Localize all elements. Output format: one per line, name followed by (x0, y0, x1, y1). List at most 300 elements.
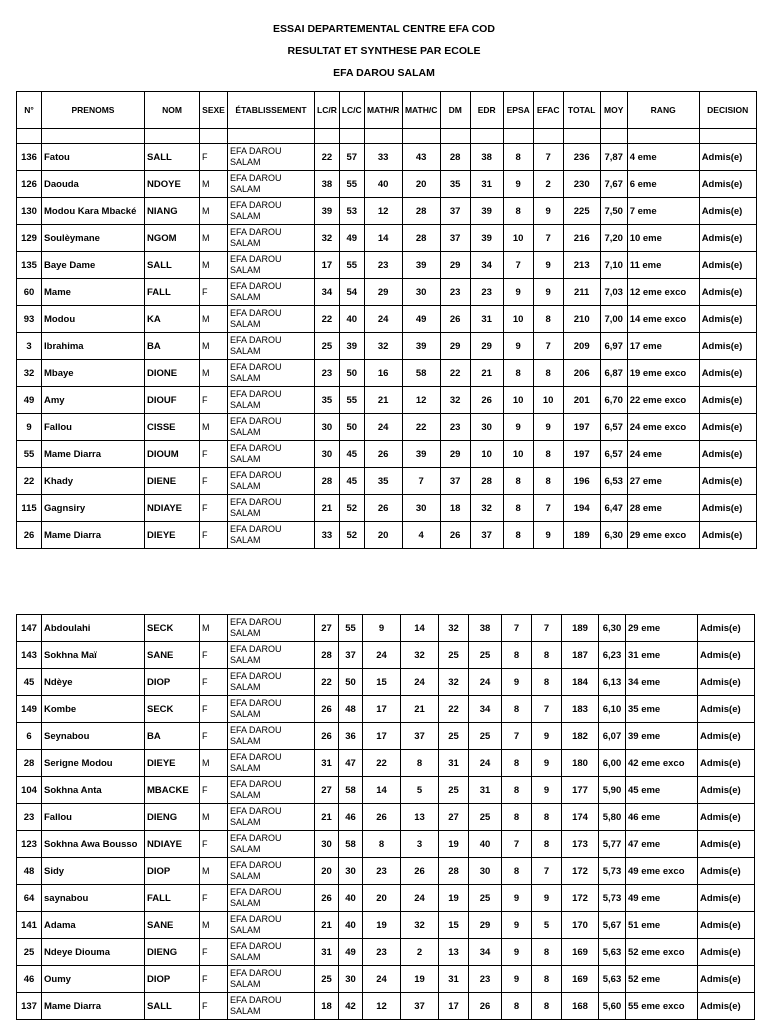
cell-edr: 23 (469, 966, 502, 993)
cell-etablissement: EFA DAROU SALAM (228, 912, 315, 939)
table-row (17, 198, 757, 225)
cell-nom: DIEYE (145, 750, 200, 777)
cell-nom: DIONE (145, 360, 200, 387)
document-header (0, 18, 768, 84)
cell-total: 197 (563, 414, 600, 441)
cell-epsa: 8 (502, 642, 532, 669)
cell-moy: 7,87 (600, 144, 627, 171)
cell-nom: FALL (145, 279, 200, 306)
cell-math-r: 21 (364, 387, 402, 414)
cell-moy: 6,00 (599, 750, 626, 777)
cell-rang: 52 eme (626, 966, 698, 993)
cell-decision: Admis(e) (698, 939, 755, 966)
cell-math-c: 7 (402, 468, 440, 495)
cell-lc-r: 25 (315, 966, 339, 993)
cell-lc-c: 50 (339, 414, 364, 441)
cell-math-c: 28 (402, 198, 440, 225)
header-cell: PRENOMS (42, 92, 145, 129)
cell-epsa: 9 (502, 912, 532, 939)
cell-rang: 6 eme (627, 171, 699, 198)
cell-etablissement: EFA DAROU SALAM (228, 669, 315, 696)
cell-num: 45 (17, 669, 42, 696)
cell-num: 143 (17, 642, 42, 669)
cell-lc-c: 49 (339, 225, 364, 252)
cell-num: 149 (17, 696, 42, 723)
cell-math-c: 2 (401, 939, 439, 966)
cell-num: 126 (17, 171, 42, 198)
cell-decision: Admis(e) (698, 750, 755, 777)
cell-epsa: 8 (502, 696, 532, 723)
cell-sexe: F (200, 831, 228, 858)
cell-efac: 9 (532, 723, 562, 750)
table-row (17, 912, 755, 939)
cell-rang: 45 eme (626, 777, 698, 804)
cell-math-c: 28 (402, 225, 440, 252)
cell-etablissement: EFA DAROU SALAM (228, 615, 315, 642)
cell-rang: 28 eme (627, 495, 699, 522)
table-row (17, 225, 757, 252)
cell-math-c: 30 (402, 495, 440, 522)
table-row (17, 993, 755, 1020)
cell-epsa: 9 (502, 885, 532, 912)
cell-epsa: 9 (502, 939, 532, 966)
cell-efac: 7 (532, 615, 562, 642)
cell-decision: Admis(e) (698, 993, 755, 1020)
cell-prenom: Mame Diarra (42, 522, 145, 549)
cell-lc-r: 28 (315, 642, 339, 669)
cell-edr: 37 (470, 522, 503, 549)
cell-decision: Admis(e) (698, 831, 755, 858)
header-cell: LC/C (339, 92, 364, 129)
cell-math-r: 33 (364, 144, 402, 171)
cell-epsa: 10 (503, 225, 533, 252)
cell-math-c: 19 (401, 966, 439, 993)
cell-sexe: F (200, 441, 228, 468)
cell-efac: 9 (533, 522, 563, 549)
cell-math-r: 40 (364, 171, 402, 198)
cell-efac: 8 (532, 642, 562, 669)
cell-num: 60 (17, 279, 42, 306)
cell-edr: 30 (470, 414, 503, 441)
cell-rang: 49 eme exco (626, 858, 698, 885)
cell-lc-r: 21 (315, 912, 339, 939)
cell-etablissement: EFA DAROU SALAM (228, 777, 315, 804)
cell-decision: Admis(e) (698, 912, 755, 939)
cell-decision: Admis(e) (699, 387, 756, 414)
cell-lc-c: 40 (339, 885, 363, 912)
cell-epsa: 8 (502, 993, 532, 1020)
table-row (17, 144, 757, 171)
cell-lc-c: 58 (339, 831, 363, 858)
cell-math-r: 24 (363, 966, 401, 993)
cell-moy: 7,10 (600, 252, 627, 279)
cell-total: 213 (563, 252, 600, 279)
cell-nom: CISSE (145, 414, 200, 441)
cell-lc-r: 21 (315, 804, 339, 831)
cell-math-r: 12 (364, 198, 402, 225)
cell-lc-r: 27 (315, 777, 339, 804)
cell-math-r: 16 (364, 360, 402, 387)
cell-rang: 12 eme exco (627, 279, 699, 306)
cell-rang: 14 eme exco (627, 306, 699, 333)
header-cell: MATH/R (364, 92, 402, 129)
cell-moy: 6,23 (599, 642, 626, 669)
cell-epsa: 7 (502, 723, 532, 750)
cell-math-r: 22 (363, 750, 401, 777)
cell-lc-c: 54 (339, 279, 364, 306)
cell-dm: 19 (439, 885, 469, 912)
cell-efac: 9 (532, 885, 562, 912)
cell-lc-c: 46 (339, 804, 363, 831)
cell-edr: 24 (469, 669, 502, 696)
cell-lc-r: 28 (315, 468, 340, 495)
cell-decision: Admis(e) (698, 723, 755, 750)
cell-sexe: M (200, 225, 228, 252)
cell-epsa: 9 (502, 966, 532, 993)
cell-edr: 29 (470, 333, 503, 360)
table-row (17, 615, 755, 642)
cell-decision: Admis(e) (699, 360, 756, 387)
cell-math-c: 5 (401, 777, 439, 804)
cell-total: 183 (562, 696, 599, 723)
cell-moy: 7,03 (600, 279, 627, 306)
cell-total: 177 (562, 777, 599, 804)
cell-lc-c: 40 (339, 306, 364, 333)
cell-edr: 28 (470, 468, 503, 495)
table-row (17, 723, 755, 750)
cell-decision: Admis(e) (698, 858, 755, 885)
cell-moy: 5,80 (599, 804, 626, 831)
cell-rang: 35 eme (626, 696, 698, 723)
cell-sexe: F (200, 522, 228, 549)
cell-dm: 23 (440, 414, 470, 441)
cell-num: 64 (17, 885, 42, 912)
cell-epsa: 8 (502, 804, 532, 831)
cell-dm: 19 (439, 831, 469, 858)
cell-lc-c: 37 (339, 642, 363, 669)
cell-rang: 22 eme exco (627, 387, 699, 414)
cell-math-r: 9 (363, 615, 401, 642)
cell-lc-c: 52 (339, 495, 364, 522)
cell-rang: 19 eme exco (627, 360, 699, 387)
table-row (17, 642, 755, 669)
table-body-top (17, 129, 757, 549)
cell-sexe: F (200, 993, 228, 1020)
cell-math-c: 24 (401, 669, 439, 696)
results-table-bottom (16, 614, 755, 1020)
cell-epsa: 9 (503, 171, 533, 198)
cell-efac: 9 (533, 279, 563, 306)
cell-nom: SECK (145, 696, 200, 723)
cell-rang: 7 eme (627, 198, 699, 225)
cell-lc-c: 55 (339, 252, 364, 279)
cell-lc-r: 22 (315, 144, 340, 171)
cell-epsa: 8 (503, 360, 533, 387)
cell-edr: 25 (469, 885, 502, 912)
cell-lc-c: 42 (339, 993, 363, 1020)
table-row (17, 966, 755, 993)
cell-nom: SECK (145, 615, 200, 642)
cell-efac: 8 (533, 306, 563, 333)
cell-etablissement: EFA DAROU SALAM (228, 279, 315, 306)
cell-dm: 26 (440, 306, 470, 333)
cell-decision: Admis(e) (699, 468, 756, 495)
cell-sexe: F (200, 495, 228, 522)
cell-rang: 39 eme (626, 723, 698, 750)
cell-nom: KA (145, 306, 200, 333)
cell-total: 197 (563, 441, 600, 468)
table-row (17, 252, 757, 279)
cell-dm: 28 (440, 144, 470, 171)
cell-sexe: M (200, 333, 228, 360)
cell-edr: 25 (469, 642, 502, 669)
cell-efac: 8 (532, 966, 562, 993)
cell-sexe: F (200, 885, 228, 912)
cell-lc-c: 45 (339, 441, 364, 468)
cell-decision: Admis(e) (699, 495, 756, 522)
cell-num: 130 (17, 198, 42, 225)
cell-prenom: Abdoulahi (42, 615, 145, 642)
cell-dm: 28 (439, 858, 469, 885)
cell-edr: 34 (469, 696, 502, 723)
cell-math-r: 35 (364, 468, 402, 495)
cell-math-r: 15 (363, 669, 401, 696)
cell-etablissement: EFA DAROU SALAM (228, 252, 315, 279)
cell-num: 22 (17, 468, 42, 495)
cell-num: 26 (17, 522, 42, 549)
cell-etablissement: EFA DAROU SALAM (228, 831, 315, 858)
cell-moy: 6,10 (599, 696, 626, 723)
cell-etablissement: EFA DAROU SALAM (228, 723, 315, 750)
table-body-bottom (17, 615, 755, 1020)
cell-lc-r: 35 (315, 387, 340, 414)
cell-moy: 5,63 (599, 939, 626, 966)
cell-prenom: Oumy (42, 966, 145, 993)
cell-prenom: Ndeye Diouma (42, 939, 145, 966)
cell-edr: 25 (469, 723, 502, 750)
cell-prenom: Khady (42, 468, 145, 495)
cell-math-r: 20 (363, 885, 401, 912)
cell-lc-r: 26 (315, 696, 339, 723)
cell-lc-r: 23 (315, 360, 340, 387)
cell-prenom: saynabou (42, 885, 145, 912)
cell-total: 196 (563, 468, 600, 495)
cell-total: 209 (563, 333, 600, 360)
cell-epsa: 10 (503, 306, 533, 333)
cell-efac: 8 (533, 468, 563, 495)
cell-prenom: Soulèymane (42, 225, 145, 252)
cell-dm: 25 (439, 723, 469, 750)
cell-dm: 27 (439, 804, 469, 831)
cell-efac: 9 (533, 414, 563, 441)
cell-etablissement: EFA DAROU SALAM (228, 225, 315, 252)
cell-efac: 8 (532, 669, 562, 696)
cell-etablissement: EFA DAROU SALAM (228, 993, 315, 1020)
cell-sexe: F (200, 777, 228, 804)
table-row (17, 387, 757, 414)
cell-dm: 13 (439, 939, 469, 966)
cell-edr: 30 (469, 858, 502, 885)
cell-rang: 55 eme exco (626, 993, 698, 1020)
cell-lc-c: 30 (339, 858, 363, 885)
cell-prenom: Mame Diarra (42, 993, 145, 1020)
cell-moy: 6,70 (600, 387, 627, 414)
cell-lc-r: 39 (315, 198, 340, 225)
cell-epsa: 8 (503, 495, 533, 522)
cell-math-r: 17 (363, 723, 401, 750)
cell-lc-r: 31 (315, 939, 339, 966)
cell-math-r: 24 (364, 414, 402, 441)
cell-dm: 32 (439, 615, 469, 642)
cell-lc-r: 21 (315, 495, 340, 522)
exam-title: ESSAI DEPARTEMENTAL CENTRE EFA COD (273, 23, 495, 35)
cell-edr: 32 (470, 495, 503, 522)
cell-total: 194 (563, 495, 600, 522)
cell-moy: 5,90 (599, 777, 626, 804)
cell-sexe: F (200, 939, 228, 966)
cell-moy: 6,30 (600, 522, 627, 549)
header-cell: ÉTABLISSEMENT (228, 92, 315, 129)
cell-num: 123 (17, 831, 42, 858)
cell-efac: 8 (532, 993, 562, 1020)
cell-epsa: 8 (503, 198, 533, 225)
cell-num: 9 (17, 414, 42, 441)
cell-etablissement: EFA DAROU SALAM (228, 858, 315, 885)
cell-etablissement: EFA DAROU SALAM (228, 642, 315, 669)
cell-sexe: F (200, 279, 228, 306)
cell-math-c: 39 (402, 252, 440, 279)
table-row (17, 939, 755, 966)
cell-edr: 31 (470, 306, 503, 333)
cell-math-r: 29 (364, 279, 402, 306)
cell-sexe: M (200, 804, 228, 831)
cell-lc-c: 53 (339, 198, 364, 225)
cell-rang: 47 eme (626, 831, 698, 858)
cell-math-r: 8 (363, 831, 401, 858)
cell-total: 201 (563, 387, 600, 414)
cell-prenom: Baye Dame (42, 252, 145, 279)
cell-sexe: M (200, 750, 228, 777)
cell-etablissement: EFA DAROU SALAM (228, 441, 315, 468)
cell-moy: 6,07 (599, 723, 626, 750)
header-cell: RANG (627, 92, 699, 129)
cell-lc-c: 58 (339, 777, 363, 804)
cell-sexe: F (200, 387, 228, 414)
cell-math-c: 49 (402, 306, 440, 333)
cell-epsa: 9 (502, 669, 532, 696)
cell-math-c: 39 (402, 333, 440, 360)
cell-epsa: 7 (503, 252, 533, 279)
cell-sexe: M (200, 171, 228, 198)
cell-epsa: 8 (502, 777, 532, 804)
cell-efac: 7 (532, 696, 562, 723)
cell-nom: DIEYE (145, 522, 200, 549)
cell-lc-c: 30 (339, 966, 363, 993)
header-cell: MATH/C (402, 92, 440, 129)
cell-efac: 7 (533, 225, 563, 252)
cell-sexe: F (200, 723, 228, 750)
cell-edr: 40 (469, 831, 502, 858)
cell-nom: DIOP (145, 966, 200, 993)
cell-total: 189 (563, 522, 600, 549)
cell-num: 136 (17, 144, 42, 171)
cell-epsa: 10 (503, 387, 533, 414)
cell-math-r: 14 (364, 225, 402, 252)
table-row (17, 885, 755, 912)
cell-edr: 29 (469, 912, 502, 939)
cell-dm: 29 (440, 441, 470, 468)
header-cell: MOY (600, 92, 627, 129)
cell-math-c: 32 (401, 642, 439, 669)
cell-decision: Admis(e) (699, 441, 756, 468)
cell-lc-c: 55 (339, 615, 363, 642)
cell-decision: Admis(e) (698, 642, 755, 669)
cell-lc-r: 20 (315, 858, 339, 885)
cell-num: 25 (17, 939, 42, 966)
cell-moy: 7,67 (600, 171, 627, 198)
cell-decision: Admis(e) (699, 414, 756, 441)
cell-sexe: M (200, 615, 228, 642)
cell-prenom: Gagnsiry (42, 495, 145, 522)
cell-edr: 31 (469, 777, 502, 804)
cell-etablissement: EFA DAROU SALAM (228, 468, 315, 495)
cell-lc-c: 52 (339, 522, 364, 549)
cell-efac: 8 (533, 441, 563, 468)
cell-rang: 4 eme (627, 144, 699, 171)
header-cell: SEXE (200, 92, 228, 129)
cell-moy: 7,20 (600, 225, 627, 252)
cell-lc-r: 22 (315, 669, 339, 696)
cell-nom: FALL (145, 885, 200, 912)
table-row (17, 279, 757, 306)
table-row (17, 495, 757, 522)
cell-nom: DIENE (145, 468, 200, 495)
cell-rang: 29 eme exco (627, 522, 699, 549)
cell-dm: 15 (439, 912, 469, 939)
cell-nom: SALL (145, 144, 200, 171)
table-row (17, 360, 757, 387)
cell-lc-r: 31 (315, 750, 339, 777)
cell-efac: 2 (533, 171, 563, 198)
cell-math-c: 3 (401, 831, 439, 858)
cell-etablissement: EFA DAROU SALAM (228, 522, 315, 549)
cell-total: 236 (563, 144, 600, 171)
cell-dm: 32 (440, 387, 470, 414)
cell-nom: NIANG (145, 198, 200, 225)
cell-total: 169 (562, 939, 599, 966)
cell-math-c: 22 (402, 414, 440, 441)
cell-math-r: 14 (363, 777, 401, 804)
table-row (17, 468, 757, 495)
cell-moy: 5,73 (599, 885, 626, 912)
cell-lc-r: 17 (315, 252, 340, 279)
cell-lc-c: 50 (339, 360, 364, 387)
cell-decision: Admis(e) (698, 777, 755, 804)
cell-epsa: 9 (503, 333, 533, 360)
cell-lc-c: 40 (339, 912, 363, 939)
cell-prenom: Sokhna Anta (42, 777, 145, 804)
cell-nom: NDIAYE (145, 831, 200, 858)
cell-decision: Admis(e) (699, 225, 756, 252)
cell-prenom: Kombe (42, 696, 145, 723)
cell-total: 225 (563, 198, 600, 225)
cell-sexe: F (200, 468, 228, 495)
cell-epsa: 9 (503, 414, 533, 441)
cell-num: 137 (17, 993, 42, 1020)
cell-efac: 9 (533, 252, 563, 279)
cell-nom: BA (145, 333, 200, 360)
cell-dm: 23 (440, 279, 470, 306)
